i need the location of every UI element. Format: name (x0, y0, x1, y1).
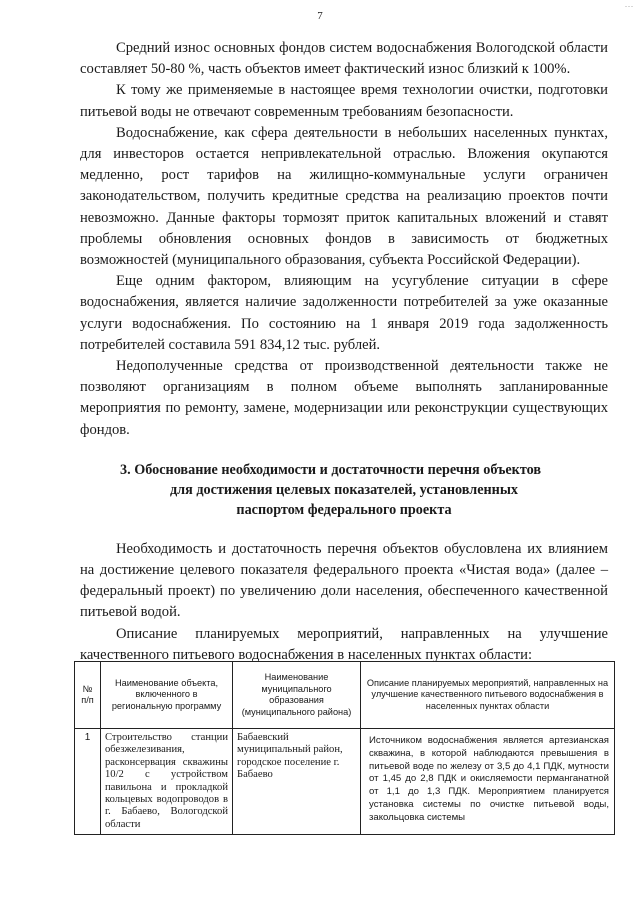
paragraph: Средний износ основных фондов систем водоснабжения Вологодской области составляет 50-80 %, часть объектов имеет фактический износ близкий к 100%. (80, 40, 608, 78)
cell-description: Источником водоснабжения является артезианская скважина, в которой наблюдаются превышения в питьевой воде по железу от 3,5 до 4,1 ПДК, мутности от 1,45 до 2,8 ПДК и окисляемости перманганатной от 1,1 до 1,3 ПДК. Мероприятием планируется установка системы по очистке питьевой воды, закольцовка системы (361, 729, 615, 835)
section-heading-line: для достижения целевых показателей, установленных (169, 481, 519, 498)
paragraph: Водоснабжение, как сфера деятельности в небольших населенных пунктах, для инвесторов остается непривлекательной отраслью. Вложения окупаются медленно, рост тарифов на жилищно-коммунальные услуги ограничен законодательством, получить кредитные средства на реализацию проектов почти невозможно. Данные факторы тормозят приток капитальных вложений и ставят проблемы обновления основных фондов в зависимость от бюджетных возможностей (муниципального образования, субъекта Российской Федерации). (80, 124, 608, 269)
corner-mark: ... (625, 0, 634, 9)
section-heading-line: 3. Обоснование необходимости и достаточности перечня объектов (120, 461, 542, 478)
header-description: Описание планируемых мероприятий, направленных на улучшение качественного питьевого водоснабжения в населенных пунктах области (361, 662, 615, 729)
paragraph: Описание планируемых мероприятий, направленных на улучшение качественного питьевого водоснабжения в населенных пунктах области: (80, 625, 608, 663)
cell-object: Строительство станции обезжелезивания, расконсервация скважины 10/2 с устройством павильона и прокладкой кольцевых водопроводов в г. Бабаево, Вологодской области (101, 729, 233, 835)
header-object: Наименование объекта, включенного в региональную программу (101, 662, 233, 729)
measures-table (74, 661, 615, 835)
page-number: 7 (317, 10, 323, 22)
cell-num: 1 (75, 729, 101, 835)
body-text (80, 38, 608, 666)
header-municipality: Наименование муниципального образования (муниципального района) (233, 662, 361, 729)
paragraph: Необходимость и достаточность перечня объектов обусловлена их влиянием на достижение целевого показателя федерального проекта «Чистая вода» (далее – федеральный проект) по увеличению доли населения, обеспеченного качественной питьевой водой. (80, 540, 608, 621)
paragraph: Недополученные средства от производственной деятельности также не позволяют организациям в полном объеме выполнять запланированные мероприятия по ремонту, замене, модернизации или реконструкции существующих фондов. (80, 358, 608, 438)
header-num: № п/п (75, 662, 101, 729)
cell-municipality: Бабаевский муниципальный район, городское поселение г. Бабаево (233, 729, 361, 835)
table-row (75, 729, 615, 835)
section-heading-line: паспортом федерального проекта (236, 501, 452, 518)
table-header-row (75, 662, 615, 729)
paragraph: К тому же применяемые в настоящее время технологии очистки, подготовки питьевой воды не отвечают современным требованиям безопасности. (80, 82, 608, 120)
section-heading (80, 460, 608, 520)
paragraph: Еще одним фактором, влияющим на усугубление ситуации в сфере водоснабжения, является наличие задолженности потребителей за уже оказанные услуги водоснабжения. По состоянию на 1 января 2019 года задолженность потребителей составила 591 834,12 тыс. рублей. (80, 273, 608, 353)
